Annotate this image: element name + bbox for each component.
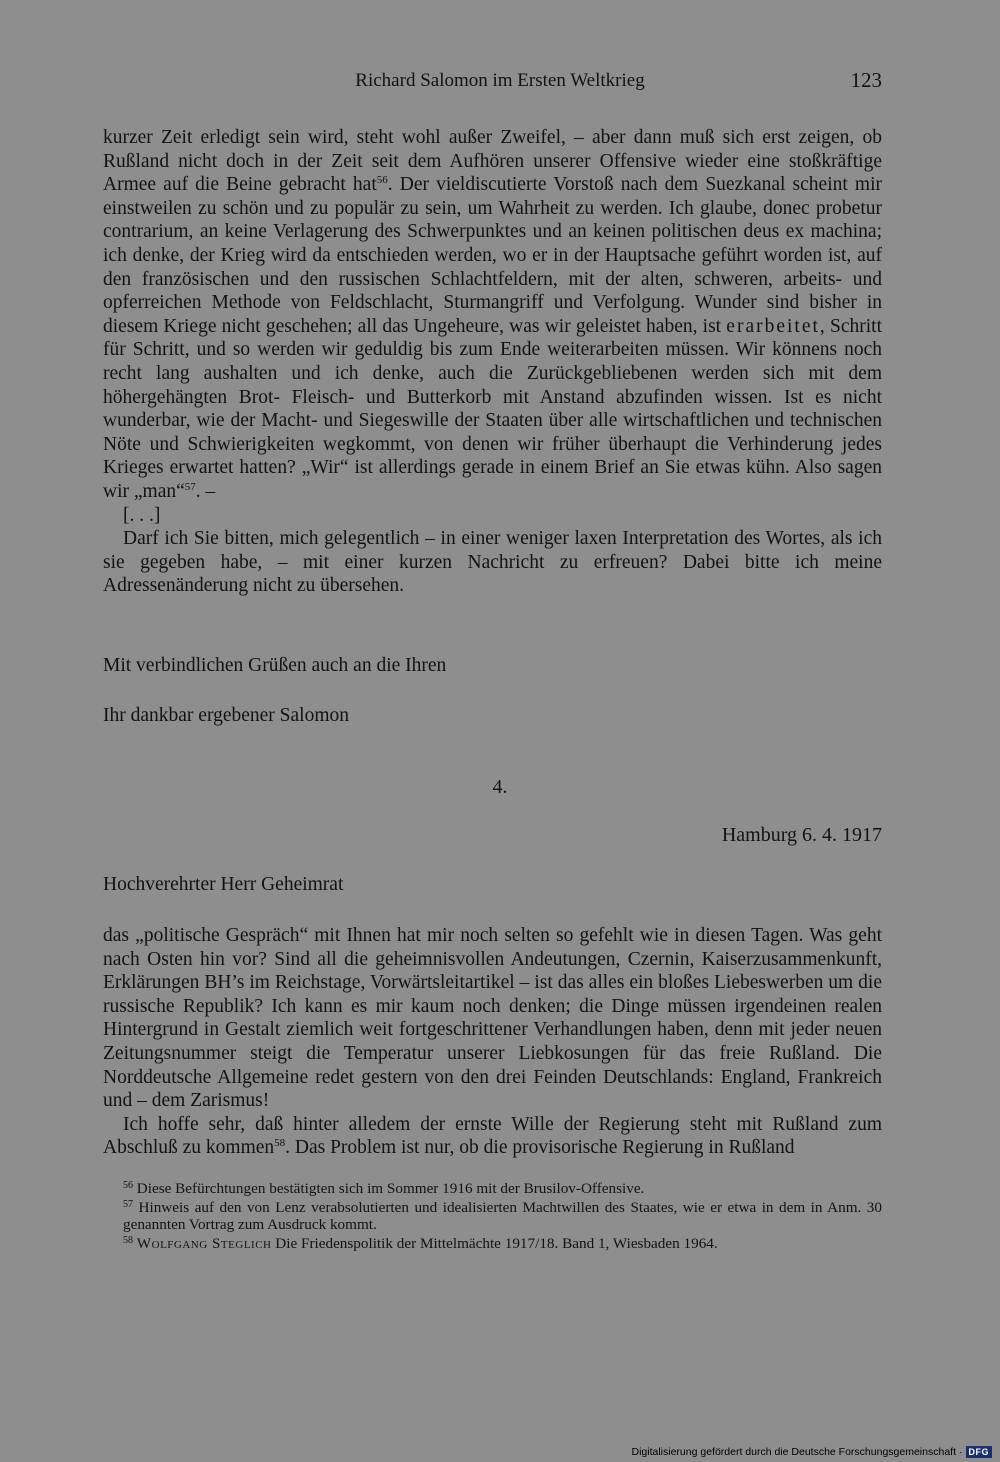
letter-3-paragraph-2: Darf ich Sie bitten, mich gelegentlich – in einer weniger laxen Interpretation des Wortes, als ich sie gegeben habe, – mit einer kurzen Nachricht zu erfreuen? Dabei bitte ich meine Adressenänderung nicht zu übersehen. (103, 528, 882, 597)
signature-line: Ihr dankbar ergebener Salomon (103, 705, 350, 726)
letter-3-body (103, 126, 882, 598)
footnote-ref-56: 56 (376, 174, 388, 187)
page-number: 123 (850, 68, 882, 92)
footnote-ref-57: 57 (184, 480, 196, 493)
salutation: Hochverehrter Herr Geheimrat (103, 874, 344, 895)
running-title: Richard Salomon im Ersten Weltkrieg (355, 70, 645, 91)
digitization-credit: Digitalisierung gefördert durch die Deutsche Forschungsgemeinschaft · DFG (631, 1446, 992, 1458)
footnotes (103, 1180, 882, 1253)
letter-4-body (103, 924, 882, 1160)
emphasized-word: erarbeitet (726, 315, 820, 337)
letter-number: 4. (492, 776, 508, 798)
dfg-logo: DFG (966, 1446, 993, 1458)
letter-4-paragraph-1: das „politische Gespräch“ mit Ihnen hat mir noch selten so gefehlt wie in diesen Tagen. Was geht nach Osten hin vor? Sind all die geheimnisvollen Andeutungen, Czernin, Kaiserzusammenkunft, Erklärungen BH’s im Reichstage, Vorwärtsleitartikel – ist das alles ein bloßes Liebeswerben um die russische Republik? Ich kann es mir kaum noch denken; die Dinge müssen irgendeinen realen Hintergrund in Gestalt ziemlich weit fortgeschrittener Verhandlungen haben, denn mit jeder neuen Zeitungsnummer steigt die Temperatur unserer Liebkosungen für das freie Rußland. Die Norddeutsche Allgemeine redet gestern von den drei Feinden Deutschlands: England, Frankreich und – dem Zarismus! (103, 925, 882, 1112)
footnote-57: $^{57}$ Hinweis auf den von Lenz verabsolutierten und idealisierten Machtwillen des Staates, wie er etwa in dem in Anm. 30 genannten Vortrag zum Ausdruck kommt. (123, 1198, 882, 1233)
footnote-ref-58: 58 (274, 1137, 286, 1150)
date-line: Hamburg 6. 4. 1917 (721, 824, 882, 846)
closing-line: Mit verbindlichen Grüßen auch an die Ihren (103, 655, 447, 676)
credit-text: Digitalisierung gefördert durch die Deutsche Forschungsgemeinschaft (631, 1446, 956, 1458)
footnote-author: Wolfgang Steglich (136, 1234, 272, 1252)
omission-marker: [. . .] (123, 504, 161, 526)
footnote-56: $^{56}$ Diese Befürchtungen bestätigten sich im Sommer 1916 mit der Brusilov-Offensive. (123, 1180, 645, 1197)
letter-4-paragraph-2: Ich hoffe sehr, daß hinter alledem der ernste Wille der Regierung steht mit Rußland zum Abschluß zu kommen$^{58}$. Das Problem ist nur, ob die provisorische Regierung in Rußland (103, 1113, 882, 1159)
letter-3-paragraph-1: kurzer Zeit erledigt sein wird, steht wohl außer Zweifel, – aber dann muß sich erst zeigen, ob Rußland nicht doch in der Zeit seit dem Aufhören unserer Offensive wieder eine stoßkräftige Armee auf die Beine gebracht hat$^{56}$. Der vieldiscutierte Vorstoß nach dem Suezkanal scheint mir einstweilen zu schön und zu populär zu sein, um Wahrheit zu werden. Ich glaube, donec probetur contrarium, an keine Verlagerung des Schwerpunktes und an keinen politischen deus ex machina; ich denke, der Krieg wird da entschieden werden, wo er in der Hauptsache geführt worden ist, auf den französischen und den russischen Schlachtfeldern, mit der alten, schweren, arbeits- und opferreichen Methode von Feldschlacht, Sturmangriff und Verfolgung. Wunder sind bisher in diesem Kriege nicht geschehen; all das Ungeheure, was wir geleistet haben, ist erarbeitet, Schritt für Schritt, und so werden wir geduldig bis zum Ende weiterarbeiten müssen. Wir könnens noch recht lang aushalten und ich denke, auch die Zurückgebliebenen werden sich mit dem höhergehängten Brot- Fleisch- und Butterkorb mit Anstand abzufinden wissen. Ist es nicht wunderbar, wie der Macht- und Siegeswille der Staaten über alle wirtschaftlichen und technischen Nöte und Schwierigkeiten wegkommt, von denen wir früher überhaupt die Verhinderung jedes Krieges erwartet hatten? „Wir“ ist allerdings gerade in einem Brief an Sie etwas kühn. Also sagen wir „man“$^{57}$. – (103, 127, 882, 502)
footnote-58: $^{58}$ Wolfgang Steglich Die Friedenspolitik der Mittelmächte 1917/18. Band 1, Wiesbaden 1964. (123, 1234, 718, 1252)
